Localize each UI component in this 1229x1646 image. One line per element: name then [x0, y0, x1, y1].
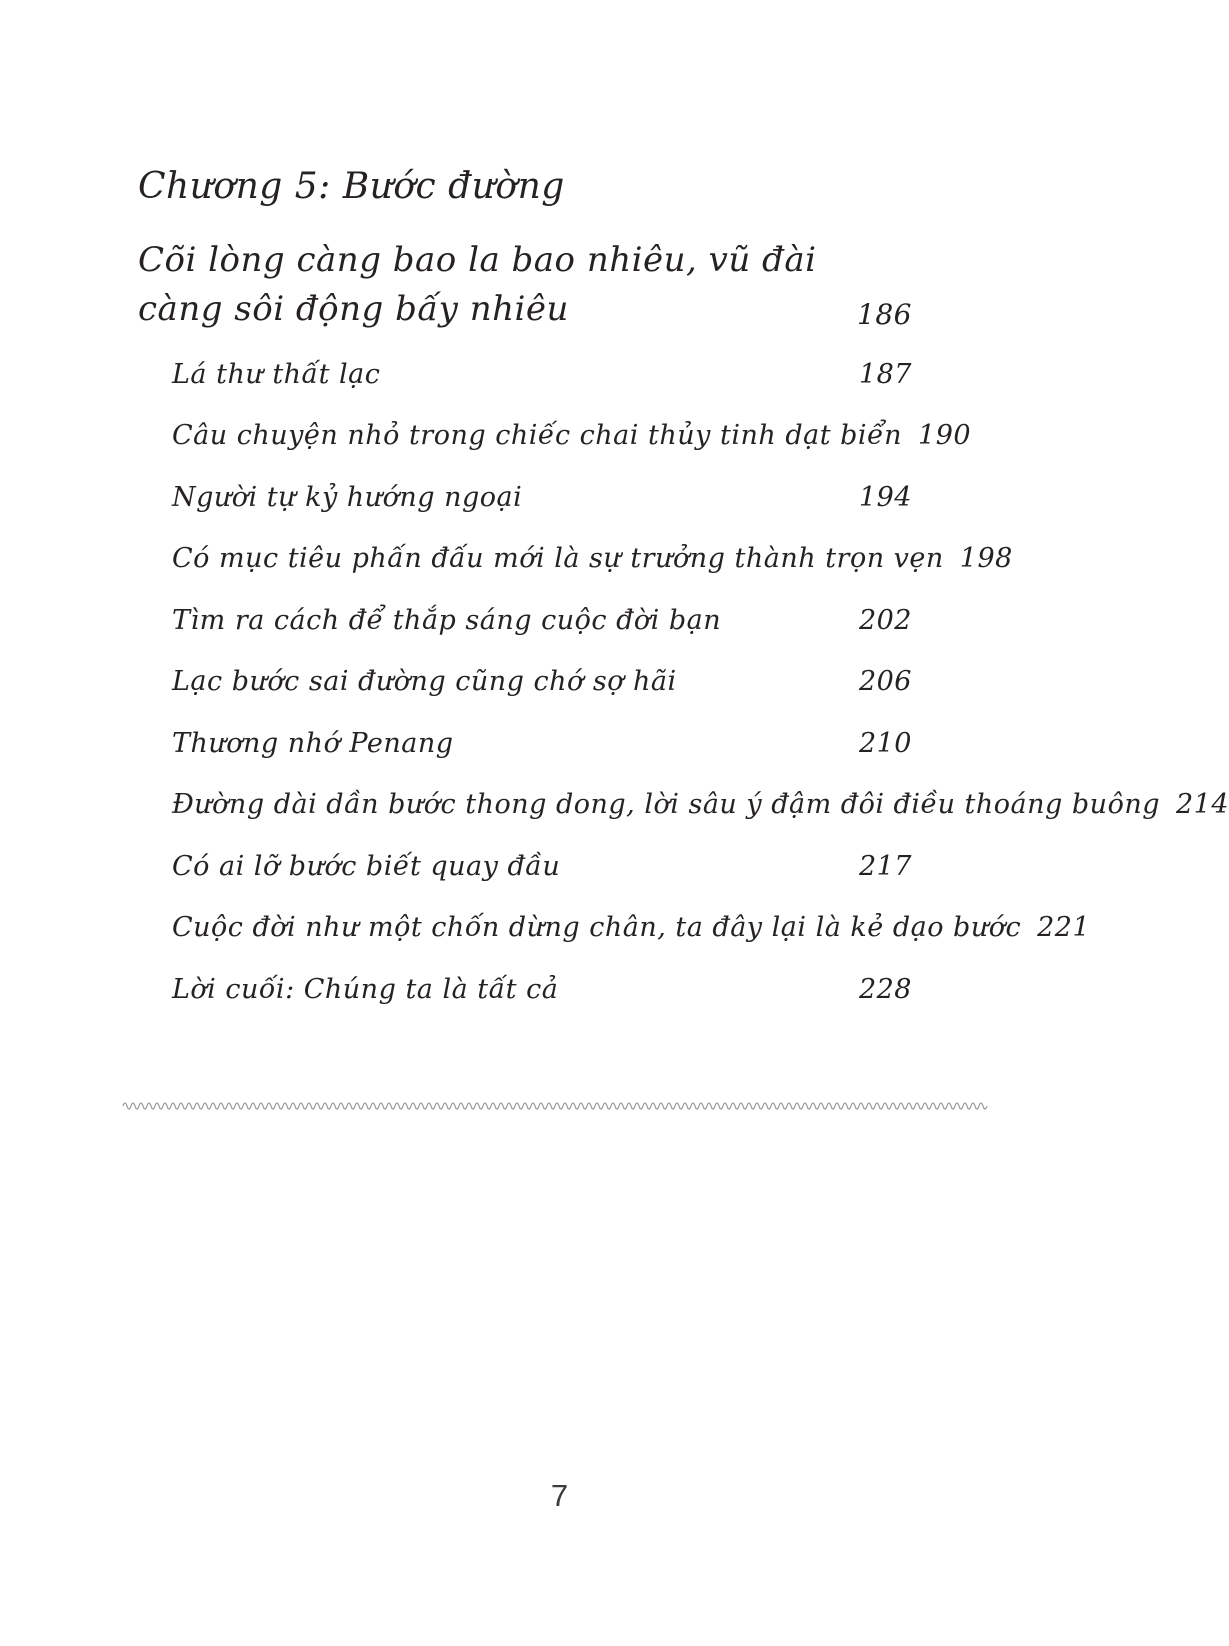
toc-entry-page: 194	[858, 481, 912, 513]
toc-entry-page: 221	[1037, 912, 1091, 944]
toc-entry-page: 187	[858, 358, 912, 390]
toc-entry-title: Đường dài dần bước thong dong, lời sâu ý đậm đôi điều thoáng buông	[172, 789, 1160, 821]
toc-entry-title: Lá thư thất lạc	[172, 358, 381, 390]
toc-entry-title: Lời cuối: Chúng ta là tất cả	[172, 973, 559, 1005]
toc-entry-title: Câu chuyện nhỏ trong chiếc chai thủy tinh dạt biển	[172, 420, 903, 452]
toc-entry-title: Người tự kỷ hướng ngoại	[172, 481, 523, 513]
toc-entry-page: 206	[858, 666, 912, 698]
toc-list	[138, 358, 1229, 1036]
toc-entry	[172, 482, 912, 544]
toc-entry-title: Lạc bước sai đường cũng chớ sợ hãi	[172, 666, 677, 698]
toc-entry-title: Tìm ra cách để thắp sáng cuộc đời bạn	[172, 604, 722, 636]
toc-entry	[172, 605, 912, 667]
toc-entry-title: Có mục tiêu phấn đấu mới là sự trưởng thành trọn vẹn	[172, 543, 944, 575]
toc-content	[138, 165, 1229, 1035]
toc-entry-page: 228	[858, 973, 912, 1005]
toc-entry-title: Có ai lỡ bước biết quay đầu	[172, 850, 561, 882]
toc-entry-title: Cuộc đời như một chốn dừng chân, ta đây lại là kẻ dạo bước	[172, 912, 1022, 944]
chapter-subtitle: Cõi lòng càng bao la bao nhiêu, vũ đài càng sôi động bấy nhiêu	[138, 240, 817, 330]
toc-entry-page: 214	[1176, 789, 1229, 821]
toc-entry	[172, 974, 912, 1036]
wavy-divider-path	[123, 1103, 987, 1109]
toc-entry-page: 202	[858, 604, 912, 636]
toc-entry-title: Thương nhớ Penang	[172, 727, 454, 759]
toc-entry	[172, 789, 1229, 851]
toc-entry	[172, 359, 912, 421]
toc-entry	[172, 851, 912, 913]
toc-entry-page: 217	[858, 850, 912, 882]
chapter-subtitle-row	[138, 236, 912, 335]
chapter-heading: Chương 5: Bước đường	[138, 166, 565, 207]
toc-entry	[172, 912, 1091, 974]
wavy-divider	[123, 1098, 989, 1112]
toc-entry-page: 190	[918, 420, 972, 452]
chapter-page-number: 186	[857, 297, 912, 331]
page-number: 7	[550, 1478, 569, 1513]
toc-entry	[172, 666, 912, 728]
toc-entry	[172, 728, 912, 790]
toc-entry	[172, 543, 1013, 605]
toc-entry-page: 210	[858, 727, 912, 759]
toc-entry	[172, 420, 972, 482]
toc-entry-page: 198	[959, 543, 1013, 575]
